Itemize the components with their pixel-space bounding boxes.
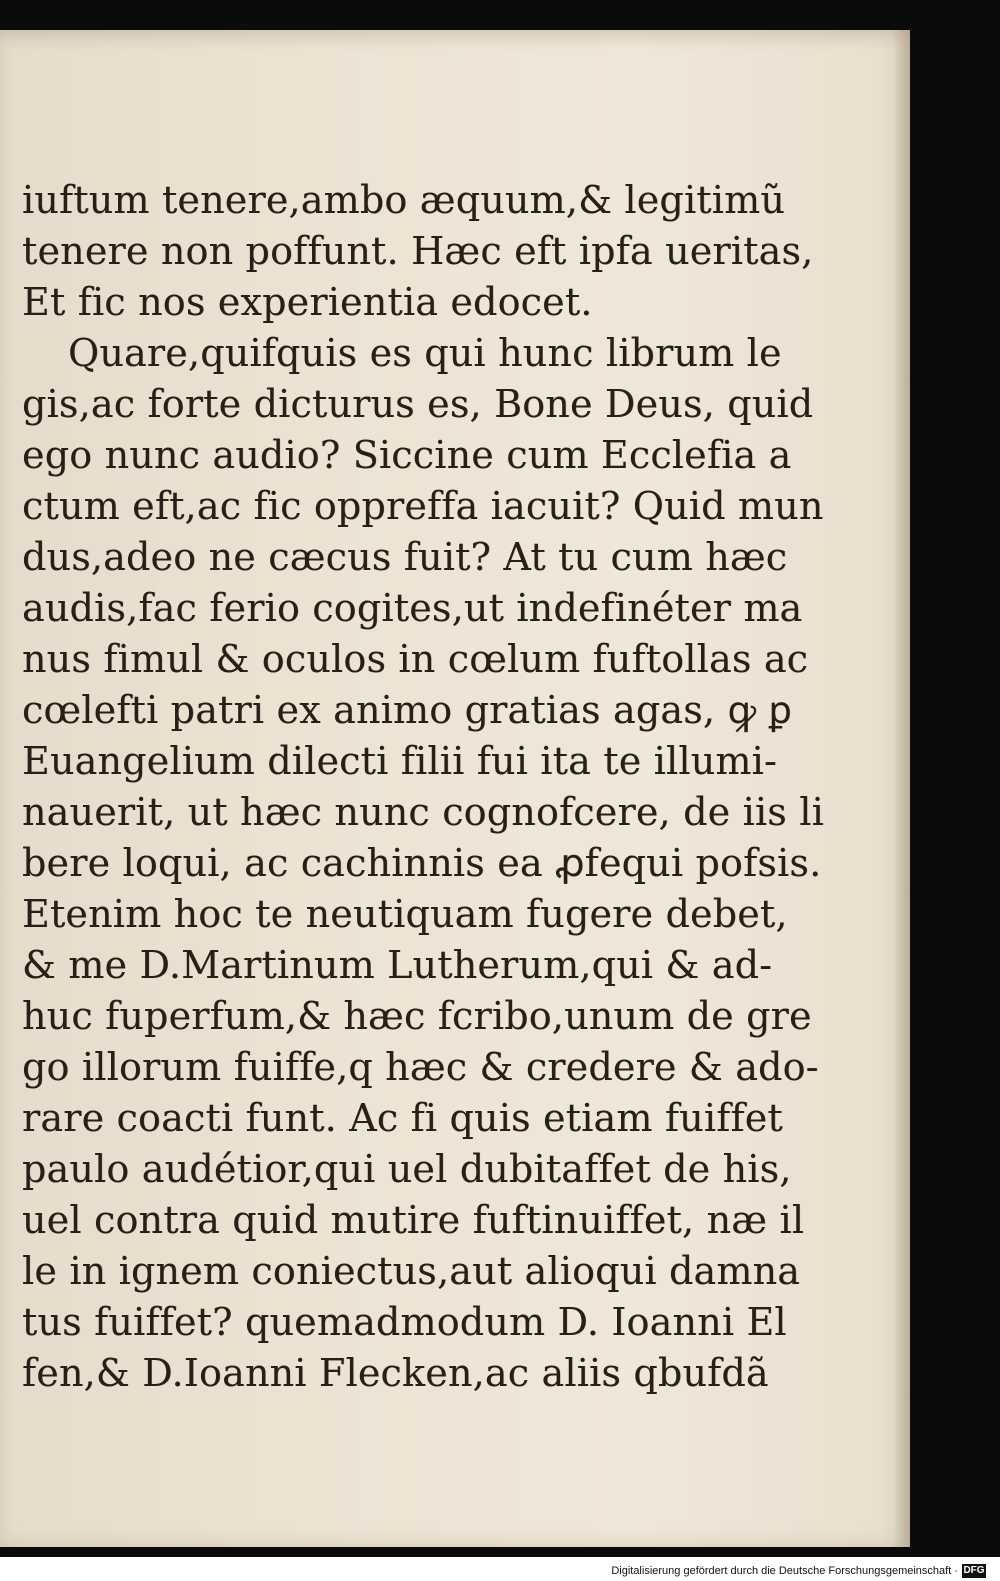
dfg-logo: DFG — [963, 1565, 985, 1576]
text-line-5: gis,ac forte dicturus es, Bone Deus, quid — [22, 382, 814, 426]
book-page — [0, 30, 910, 1547]
text-line-15: Etenim hoc te neutiquam fugere debet, — [22, 892, 788, 936]
digitization-footer — [0, 1557, 1000, 1581]
text-line-20: paulo audétior,qui uel dubitaffet de his, — [22, 1147, 792, 1191]
text-line-9: audis,fac ferio cogites,ut indefinéter ma — [22, 586, 803, 630]
footer-credit-text: Digitalisierung gefördert durch die Deutsche Forschungsgemeinschaft · — [611, 1565, 958, 1577]
text-line-24: fen,& D.Ioanni Flecken,ac aliis qbufdã — [22, 1351, 769, 1395]
text-line-14: bere loqui, ac cachinnis ea ꝓfequi pofsis. — [22, 841, 822, 885]
text-line-23: tus fuiffet? quemadmodum D. Ioanni El — [22, 1300, 787, 1344]
text-line-11: cœlefti patri ex animo gratias agas, ꝙ ꝑ — [22, 688, 793, 732]
text-line-12: Euangelium dilecti filii fui ita te illumi- — [22, 739, 778, 783]
text-line-8: dus,adeo ne cæcus fuit? At tu cum hæc — [22, 535, 788, 579]
text-line-3: Et fic nos experientia edocet. — [22, 280, 593, 324]
text-line-7: ctum eft,ac fic oppreffa iacuit? Quid mun — [22, 484, 824, 528]
text-line-4: Quare,quifquis es qui hunc librum le — [68, 331, 782, 375]
text-line-17: huc fuperfum,& hæc fcribo,unum de gre — [22, 994, 812, 1038]
page-text-block — [22, 175, 824, 1399]
text-line-13: nauerit, ut hæc nunc cognofcere, de iis li — [22, 790, 824, 834]
text-line-1: iuftum tenere,ambo æquum,& legitimũ — [22, 178, 786, 222]
text-line-21: uel contra quid mutire fuftinuiffet, næ il — [22, 1198, 805, 1242]
page-shadow-edge — [892, 30, 910, 1547]
text-line-18: go illorum fuiffe,q hæc & credere & ado- — [22, 1045, 819, 1089]
text-line-16: & me D.Martinum Lutherum,qui & ad- — [22, 943, 773, 987]
text-line-2: tenere non poffunt. Hæc eft ipfa ueritas, — [22, 229, 814, 273]
text-line-6: ego nunc audio? Siccine cum Ecclefia a — [22, 433, 792, 477]
text-line-19: rare coacti funt. Ac fi quis etiam fuiffet — [22, 1096, 783, 1140]
text-line-22: le in ignem coniectus,aut alioqui damna — [22, 1249, 801, 1293]
text-line-10: nus fimul & oculos in cœlum fuftollas ac — [22, 637, 809, 681]
